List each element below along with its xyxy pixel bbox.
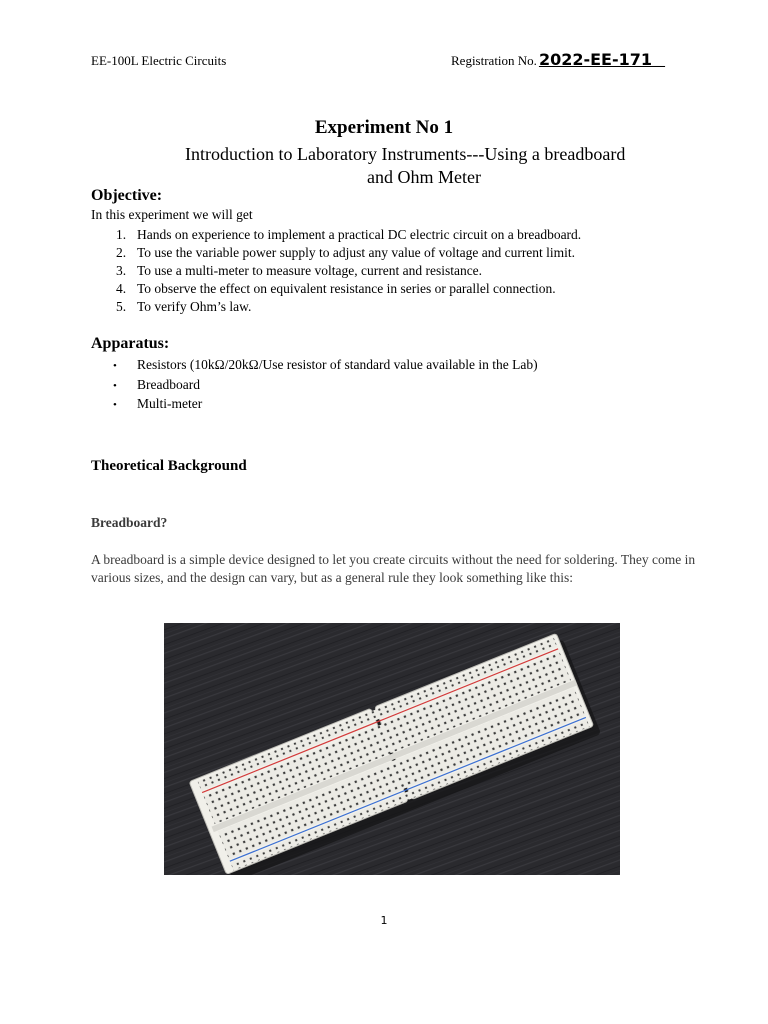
objective-list: [116, 226, 581, 316]
list-number: 5.: [116, 299, 127, 314]
list-text: Breadboard: [137, 376, 200, 392]
objective-intro: In this experiment we will get: [91, 207, 253, 222]
apparatus-list: [113, 355, 538, 414]
registration-label: Registration No.: [451, 53, 537, 68]
page-number: 1: [380, 914, 388, 927]
list-number: 2.: [116, 245, 127, 260]
list-item: [116, 244, 581, 262]
breadboard-paragraph: A breadboard is a simple device designed to let you create circuits without the need for soldering. They come in various sizes, and the design can vary, but as a general rule they look something like this:: [91, 552, 696, 585]
list-number: 4.: [116, 281, 127, 296]
list-text: To use the variable power supply to adjust any value of voltage and current limit.: [137, 245, 576, 260]
list-item: [116, 280, 581, 298]
breadboard-photo-icon: [164, 623, 620, 875]
experiment-title: Experiment No 1: [314, 117, 454, 138]
list-text: Resistors (10kΩ/20kΩ/Use resistor of standard value available in the Lab): [137, 357, 538, 372]
experiment-subtitle-line1: Introduction to Laboratory Instruments---Using a breadboard: [185, 144, 626, 164]
apparatus-heading: Apparatus:: [91, 335, 170, 352]
list-item: [116, 226, 581, 244]
list-text: To use a multi-meter to measure voltage, current and resistance.: [137, 263, 483, 278]
list-item: [116, 298, 581, 316]
bullet-icon: •: [113, 399, 117, 411]
bullet-icon: •: [113, 379, 117, 392]
bullet-icon: •: [113, 360, 117, 372]
list-number: 3.: [116, 263, 127, 278]
list-text: To observe the effect on equivalent resistance in series or parallel connection.: [137, 281, 556, 296]
registration-underline: __: [652, 53, 666, 68]
experiment-subtitle-line2: and Ohm Meter: [367, 167, 481, 187]
breadboard-photo: [164, 623, 620, 875]
objective-heading: Objective:: [91, 187, 163, 204]
list-text: To verify Ohm’s law.: [137, 299, 252, 314]
theory-heading: Theoretical Background: [91, 458, 247, 474]
list-item: [113, 394, 538, 414]
breadboard-heading: Breadboard?: [91, 515, 168, 530]
list-text: Multi-meter: [137, 396, 203, 411]
list-number: 1.: [116, 227, 127, 242]
list-item: [116, 262, 581, 280]
header-registration: [451, 50, 665, 69]
header-course: EE-100L Electric Circuits: [91, 53, 227, 68]
list-item: [113, 375, 538, 395]
list-text: Hands on experience to implement a practical DC electric circuit on a breadboard.: [137, 227, 582, 242]
list-item: [113, 355, 538, 375]
registration-value: 2022-EE-171: [538, 50, 653, 69]
